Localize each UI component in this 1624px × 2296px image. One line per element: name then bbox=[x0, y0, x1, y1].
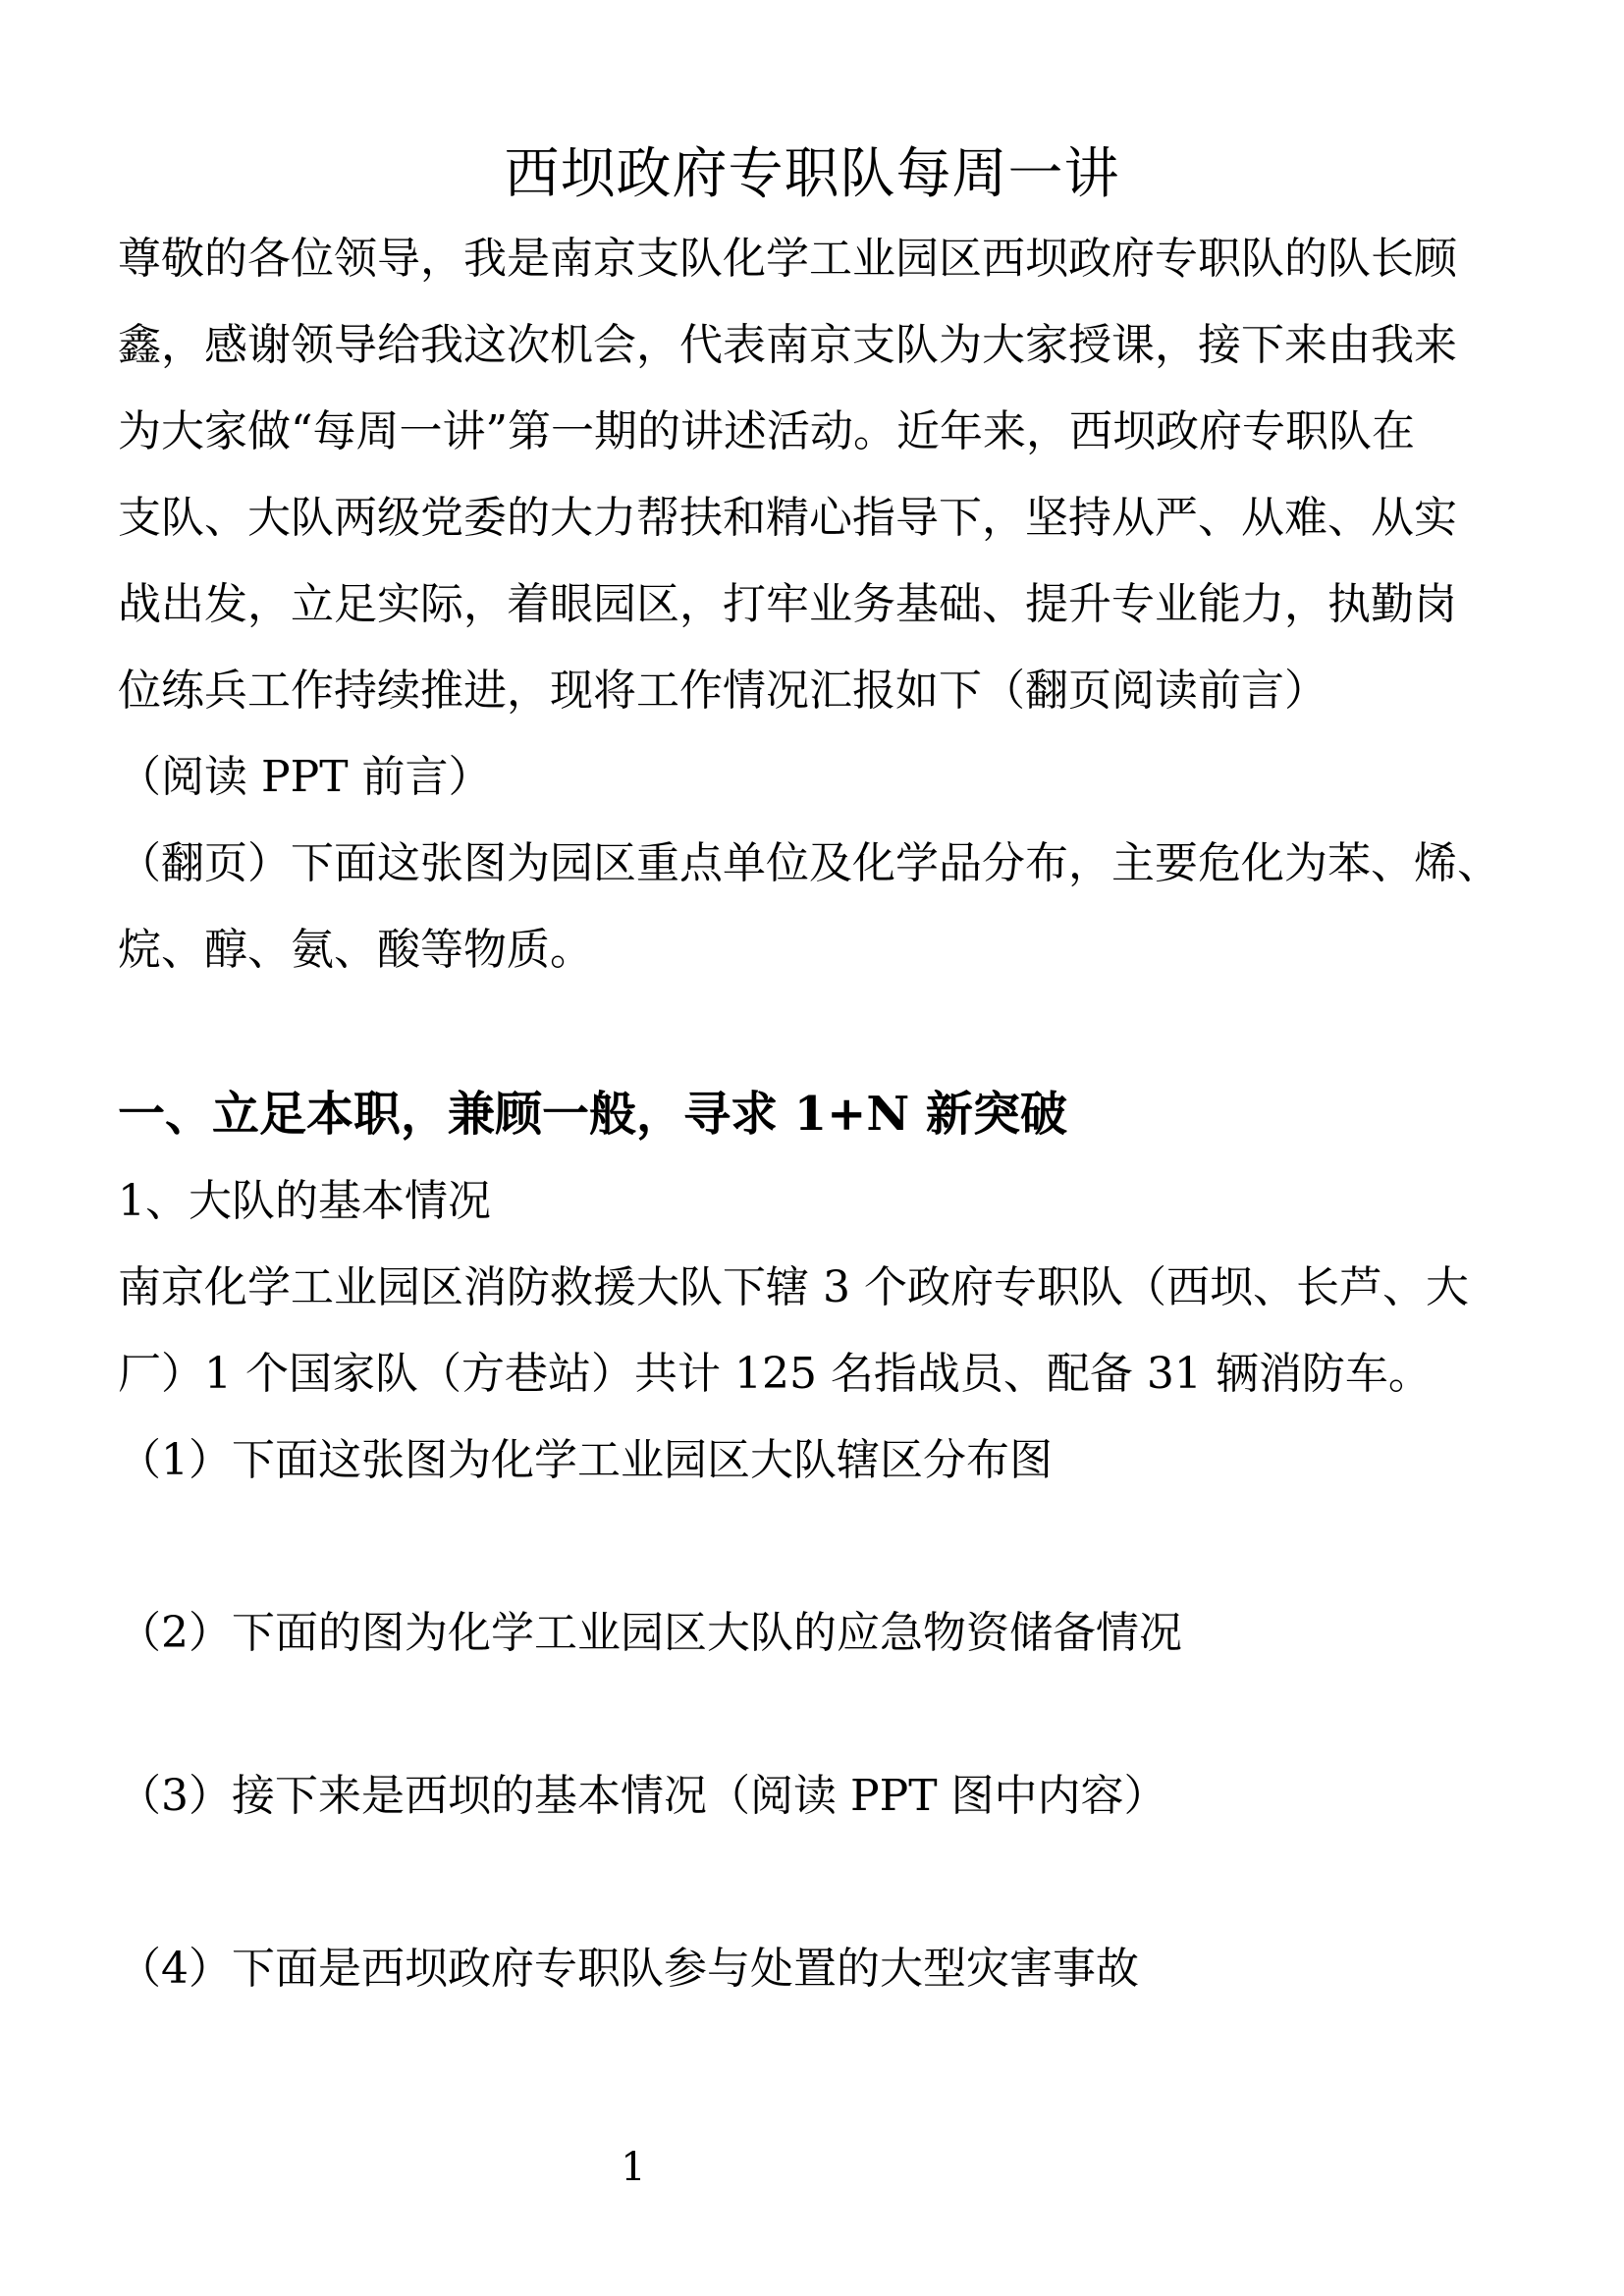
intro-line: 尊敬的各位领导，我是南京支队化学工业园区西坝政府专职队的队长顾 bbox=[118, 234, 1457, 284]
paragraph-line: 南京化学工业园区消防救援大队下辖 3 个政府专职队（西坝、长芦、大 bbox=[118, 1262, 1469, 1312]
list-item: （1）下面这张图为化学工业园区大队辖区分布图 bbox=[118, 1435, 1053, 1485]
paragraph-line: 厂）1 个国家队（方巷站）共计 125 名指战员、配备 31 辆消防车。 bbox=[118, 1349, 1432, 1399]
intro-line: 位练兵工作持续推进，现将工作情况汇报如下（翻页阅读前言） bbox=[118, 666, 1327, 716]
section-heading: 一、立足本职，兼顾一般，寻求 1+N 新突破 bbox=[118, 1087, 1067, 1142]
intro-line: 鑫，感谢领导给我这次机会，代表南京支队为大家授课，接下来由我来 bbox=[118, 320, 1457, 370]
subsection-title-text: 1、大队的基本情况 bbox=[118, 1176, 491, 1226]
intro-line: 支队、大队两级党委的大力帮扶和精心指导下，坚持从严、从难、从实 bbox=[118, 493, 1457, 543]
intro-line: 为大家做“每周一讲”第一期的讲述活动。近年来，西坝政府专职队在 bbox=[118, 406, 1415, 456]
intro-paragraph bbox=[118, 216, 1512, 993]
subsection-title bbox=[118, 1158, 1512, 1245]
list-item: （4）下面是西坝政府专职队参与处置的大型灾害事故 bbox=[118, 1944, 1139, 1994]
basic-info-paragraph bbox=[118, 1245, 1512, 1417]
intro-line: （阅读 PPT 前言） bbox=[118, 752, 492, 802]
intro-line: 烷、醇、氨、酸等物质。 bbox=[118, 925, 593, 975]
document-title: 西坝政府专职队每周一讲 bbox=[504, 142, 1120, 206]
intro-line: 战出发，立足实际，着眼园区，打牢业务基础、提升专业能力，执勤岗 bbox=[118, 579, 1457, 629]
intro-line: （翻页）下面这张图为园区重点单位及化学品分布，主要危化为苯、烯、 bbox=[118, 838, 1500, 888]
list-item: （2）下面的图为化学工业园区大队的应急物资储备情况 bbox=[118, 1608, 1182, 1658]
page-number: 1 bbox=[621, 2145, 646, 2190]
list-item: （3）接下来是西坝的基本情况（阅读 PPT 图中内容） bbox=[118, 1771, 1167, 1821]
